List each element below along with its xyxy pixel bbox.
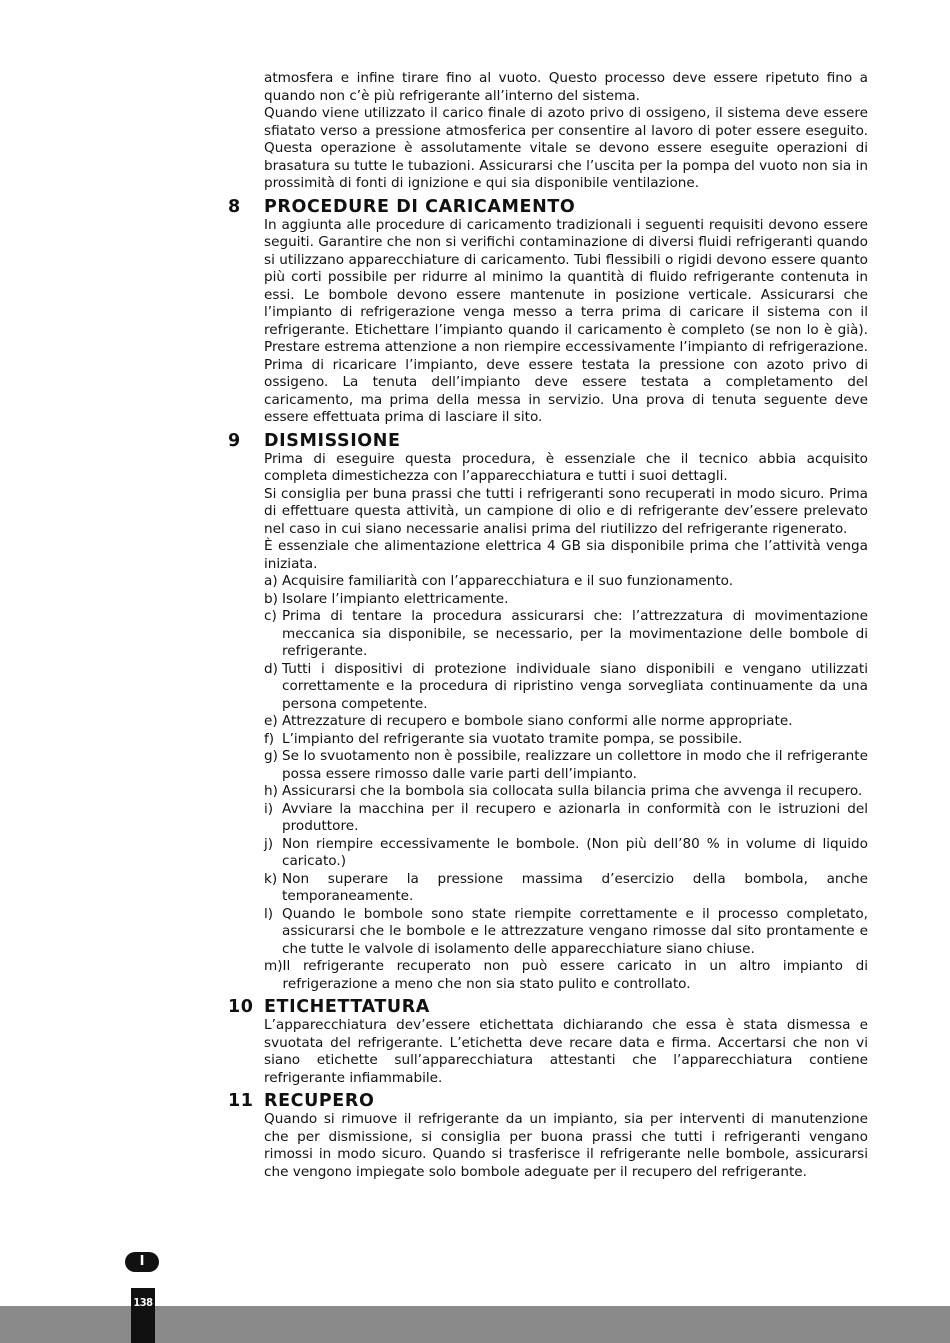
list-text: Quando le bombole sono state riempite correttamente e il processo completato, assicurarsi che le bombole e le attrezzature vengano rimosse dal sito prontamente e che tutte le valvole di isolamento delle apparecchiature siano chiuse. [282,905,868,957]
section-body-9 [222,451,868,994]
list-marker: b) [264,590,278,607]
list-item [264,661,868,714]
list-item [264,591,868,609]
list-marker: c) [264,608,277,624]
section-title: ETICHETTATURA [264,997,430,1017]
procedure-list [264,573,868,993]
list-marker: g) [264,748,278,764]
intro-paragraph: Quando viene utilizzato il carico finale di azoto privo di ossigeno, il sistema deve essere sfiatato verso a pressione atmosferica per consentire al lavoro di poter essere eseguito. Questa operazione è assolutamente vitale se devono essere eseguite operazioni di brasatura su tutte le tubazioni. Assicurarsi che l’uscita per la pompa del vuoto non sia in prossimità di fonti di ignizione e qui sia disponibile ventilazione. [264,105,868,191]
section-number: 9 [228,430,241,451]
section-title: DISMISSIONE [264,430,401,451]
section-paragraph: In aggiunta alle procedure di caricamento tradizionali i seguenti requisiti devono essere seguiti. Garantire che non si verifichi contaminazione di diversi fluidi refrigeranti quando si utilizzano apparecchiature di caricamento. Tubi flessibili o rigidi devono essere quanto più corti possibile per ridurre al minimo la quantità di fluido refrigerante contenuta in essi. Le bombole devono essere mantenute in posizione verticale. Assicurarsi che l’impianto di refrigerazione venga messo a terra prima di caricare il sistema con il refrigerante. Etichettare l’impianto quando il caricamento è completo (se non lo è già). Prestare estrema attenzione a non riempire eccessivamente l’impianto di refrigerazione. Prima di ricaricare l’impianto, deve essere testata la pressione con azoto privo di ossigeno. La tenuta dell’impianto deve essere testata a completamento del caricamento, ma prima della messa in servizio. Una prova di tenuta seguente deve essere effettuata prima di lasciare il sito. [264,216,868,425]
list-marker: l) [264,905,274,922]
section-body-11 [222,1111,868,1181]
language-badge: I [125,1252,159,1272]
section-number: 10 [228,997,254,1017]
section-heading-8 [222,197,868,217]
list-text: Tutti i dispositivi di protezione individuale siano disponibili e vengano utilizzati correttamente e la procedura di ripristino venga sorvegliata continuamente da una persona competente. [282,660,868,712]
list-marker: f) [264,730,275,747]
section-title: PROCEDURE DI CARICAMENTO [264,196,576,217]
list-text: Prima di tentare la procedura assicurarsi che: l’attrezzatura di movimentazione meccanica sia disponibile, se necessario, per la movimentazione delle bombole di refrigerante. [282,608,868,659]
page-number: 138 [133,1296,153,1309]
list-item [264,783,868,801]
list-text: Il refrigerante recuperato non può essere caricato in un altro impianto di refrigerazione a meno che non sia stato pulito e controllato. [282,958,868,992]
intro-paragraph: atmosfera e infine tirare fino al vuoto. Questo processo deve essere ripetuto fino a quando non c’è più refrigerante all’interno del sistema. [264,70,868,104]
list-marker: e) [264,713,278,729]
section-paragraph: È essenziale che alimentazione elettrica 4 GB sia disponibile prima che l’attività venga iniziata. [264,538,868,572]
list-item [264,836,868,871]
section-body-8 [222,217,868,427]
section-paragraph: Quando si rimuove il refrigerante da un impianto, sia per interventi di manutenzione che per dismissione, si consiglia per buona prassi che tutti i refrigeranti vengano rimossi in modo sicuro. Quando si trasferisce il refrigerante nelle bombole, assicurarsi che vengono impiegate solo bombole adeguate per il recupero del refrigerante. [264,1111,868,1180]
list-marker: h) [264,783,278,799]
list-marker: i) [264,800,274,817]
list-text: Non riempire eccessivamente le bombole. (Non più dell’80 % in volume di liquido caricato.) [282,835,868,869]
list-marker: m) [264,958,283,974]
section-title: RECUPERO [264,1091,375,1111]
list-item [264,713,868,731]
section-heading-10 [222,997,868,1017]
list-text: Assicurarsi che la bombola sia collocata sulla bilancia prima che avvenga il recupero. [282,783,863,799]
section-heading-11 [222,1091,868,1111]
section-body-10 [222,1017,868,1087]
list-text: Avviare la macchina per il recupero e azionarla in conformità con le istruzioni del produttore. [282,800,868,834]
section-paragraph: L’apparecchiatura dev’essere etichettata dichiarando che essa è stata dismessa e svuotata del refrigerante. L’etichetta deve recare data e firma. Accertarsi che non vi siano etichette sull’apparecchiatura attestanti che l’apparecchiatura contiene refrigerante infiammabile. [264,1017,868,1086]
section-number: 11 [228,1091,254,1111]
section-heading-9 [222,431,868,451]
list-marker: k) [264,870,278,887]
section-number: 8 [228,196,241,217]
list-text: Se lo svuotamento non è possibile, realizzare un collettore in modo che il refrigerante possa essere rimosso dalle varie parti dell’impianto. [282,748,868,782]
list-item [264,958,868,993]
intro-block [222,70,868,193]
list-item [264,748,868,783]
list-marker: j) [264,835,274,852]
list-marker: a) [264,573,278,589]
section-paragraph: Prima di eseguire questa procedura, è essenziale che il tecnico abbia acquisito completa dimestichezza con l’apparecchiatura e tutti i suoi dettagli. [264,450,868,484]
page-content [222,70,868,1181]
list-text: Attrezzature di recupero e bombole siano conformi alle norme appropriate. [282,713,793,729]
list-item [264,801,868,836]
list-text: Isolare l’impianto elettricamente. [282,590,509,607]
list-item [264,731,868,749]
list-item [264,906,868,959]
list-item [264,608,868,661]
list-text: L’impianto del refrigerante sia vuotato tramite pompa, se possibile. [282,730,743,747]
list-text: Acquisire familiarità con l’apparecchiatura e il suo funzionamento. [282,573,734,589]
list-marker: d) [264,660,278,677]
section-paragraph: Si consiglia per buna prassi che tutti i refrigeranti sono recuperati in modo sicuro. Prima di effettuare questa attività, un campione di olio e di refrigerante dev’essere prelevato nel caso in cui siano necessarie analisi prima del riutilizzo del refrigerante rigenerato. [264,485,868,537]
list-item [264,871,868,906]
list-item [264,573,868,591]
list-text: Non superare la pressione massima d’esercizio della bombola, anche temporaneamente. [282,870,868,904]
